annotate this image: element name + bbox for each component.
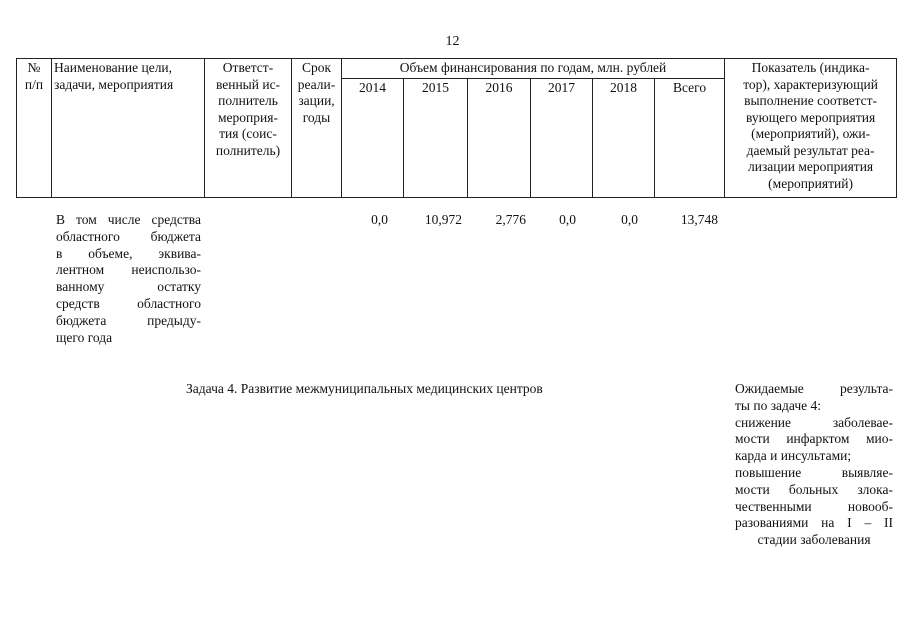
row-label-line: В том числе средства	[56, 212, 201, 227]
row-label-line: ванному остатку	[56, 279, 201, 295]
task-result-line: Ожидаемые результа-	[735, 381, 893, 396]
header-responsible: Ответст- венный ис- полнитель мероприя- тия (соис- полнитель)	[205, 59, 292, 198]
task-result-line: разованиями на I – II	[735, 515, 893, 531]
row-label-line: бюджета предыду-	[56, 312, 201, 328]
row-label	[56, 212, 201, 346]
value-2018: 0,0	[621, 212, 638, 227]
header-year-2017: 2017	[531, 78, 593, 197]
row-label-line: в объеме, эквива-	[56, 245, 201, 261]
value-2014: 0,0	[371, 212, 388, 227]
header-funding: Объем финансирования по годам, млн. рублей	[342, 59, 725, 79]
row-label-line: средств областного	[56, 295, 201, 311]
task-result-line: повышение выявляе-	[735, 464, 893, 480]
task-result-line: мости инфарктом мио-	[735, 431, 893, 447]
header-year-2014: 2014	[342, 78, 404, 197]
header-year-2018: 2018	[593, 78, 655, 197]
task-result-line: карда и инсультами;	[735, 448, 852, 464]
row-label-line: областного бюджета	[56, 228, 201, 244]
header-total: Всего	[655, 78, 725, 197]
page-number: 12	[445, 34, 460, 49]
value-total: 13,748	[680, 212, 718, 227]
value-2015: 10,972	[424, 212, 462, 227]
task-title: Задача 4. Развитие межмуниципальных медицинских центров	[186, 381, 543, 396]
value-2017: 0,0	[559, 212, 576, 227]
value-2016: 2,776	[495, 212, 526, 227]
row-label-line: щего года	[56, 329, 113, 345]
header-num: № п/п	[17, 59, 52, 198]
task-expected-results	[735, 381, 893, 549]
task-result-line: снижение заболевае-	[735, 414, 893, 430]
row-label-line: лентном неиспользо-	[56, 262, 201, 278]
task-result-line: ты по задаче 4:	[735, 397, 821, 413]
header-name: Наименование цели, задачи, мероприятия	[52, 59, 205, 198]
header-year-2015: 2015	[404, 78, 468, 197]
task-result-line: чественными новооб-	[735, 498, 893, 514]
task-result-line: мости больных злока-	[735, 481, 893, 497]
header-term: Срок реали- зации, годы	[292, 59, 342, 198]
header-indicator: Показатель (индика- тор), характеризующий выполнение соответст- вующего мероприятия (мероприятий), ожи- даемый результат реа- лизации мероприятия (мероприятий)	[725, 59, 897, 198]
task-result-line: стадии заболевания	[757, 532, 871, 548]
table-header	[16, 58, 897, 198]
header-year-2016: 2016	[468, 78, 531, 197]
